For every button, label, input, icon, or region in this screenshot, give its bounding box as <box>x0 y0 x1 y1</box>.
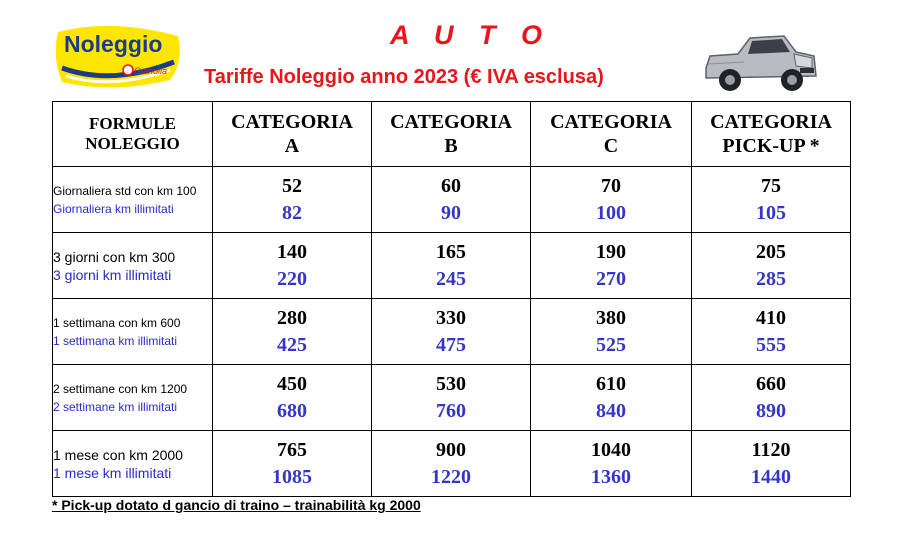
price-cell: 380 525 <box>531 299 692 365</box>
price-cell: 190 270 <box>531 233 692 299</box>
table-row <box>53 365 851 431</box>
header-category-b: CATEGORIA B <box>372 102 531 167</box>
price-cell: 660 890 <box>692 365 851 431</box>
price-cell: 52 82 <box>213 167 372 233</box>
price-cell: 1040 1360 <box>531 431 692 497</box>
pickup-truck-image <box>700 24 820 102</box>
price-cell: 75 105 <box>692 167 851 233</box>
price-cell: 60 90 <box>372 167 531 233</box>
price-cell: 900 1220 <box>372 431 531 497</box>
price-cell: 450 680 <box>213 365 372 431</box>
page-subtitle: Tariffe Noleggio anno 2023 (€ IVA esclusa) <box>204 66 604 88</box>
price-cell: 280 425 <box>213 299 372 365</box>
formula-cell: 2 settimane con km 1200 2 settimane km illimitati <box>53 365 213 431</box>
formula-cell: Giornaliera std con km 100 Giornaliera km illimitati <box>53 167 213 233</box>
price-cell: 765 1085 <box>213 431 372 497</box>
formula-cell: 1 mese con km 2000 1 mese km illimitati <box>53 431 213 497</box>
table-header-row <box>53 102 851 167</box>
header-category-c: CATEGORIA C <box>531 102 692 167</box>
rates-table <box>52 101 851 497</box>
table-row <box>53 233 851 299</box>
price-cell: 1120 1440 <box>692 431 851 497</box>
price-cell: 610 840 <box>531 365 692 431</box>
price-cell: 410 555 <box>692 299 851 365</box>
price-cell: 140 220 <box>213 233 372 299</box>
price-cell: 70 100 <box>531 167 692 233</box>
header-category-pickup: CATEGORIA PICK-UP * <box>692 102 851 167</box>
formula-cell: 3 giorni con km 300 3 giorni km illimitati <box>53 233 213 299</box>
table-row <box>53 299 851 365</box>
price-cell: 530 760 <box>372 365 531 431</box>
header-category-a: CATEGORIA A <box>213 102 372 167</box>
formula-cell: 1 settimana con km 600 1 settimana km illimitati <box>53 299 213 365</box>
price-cell: 205 285 <box>692 233 851 299</box>
table-row <box>53 167 851 233</box>
page-title: A U T O <box>390 20 551 50</box>
header-formule: FORMULE NOLEGGIO <box>53 102 213 167</box>
table-row <box>53 431 851 497</box>
logo-wordmark: Noleggio <box>64 31 163 57</box>
footnote: * Pick-up dotato d gancio di traino – trainabilità kg 2000 <box>52 497 421 513</box>
price-cell: 330 475 <box>372 299 531 365</box>
logo-tagline: Gianolla <box>134 66 168 76</box>
price-cell: 165 245 <box>372 233 531 299</box>
